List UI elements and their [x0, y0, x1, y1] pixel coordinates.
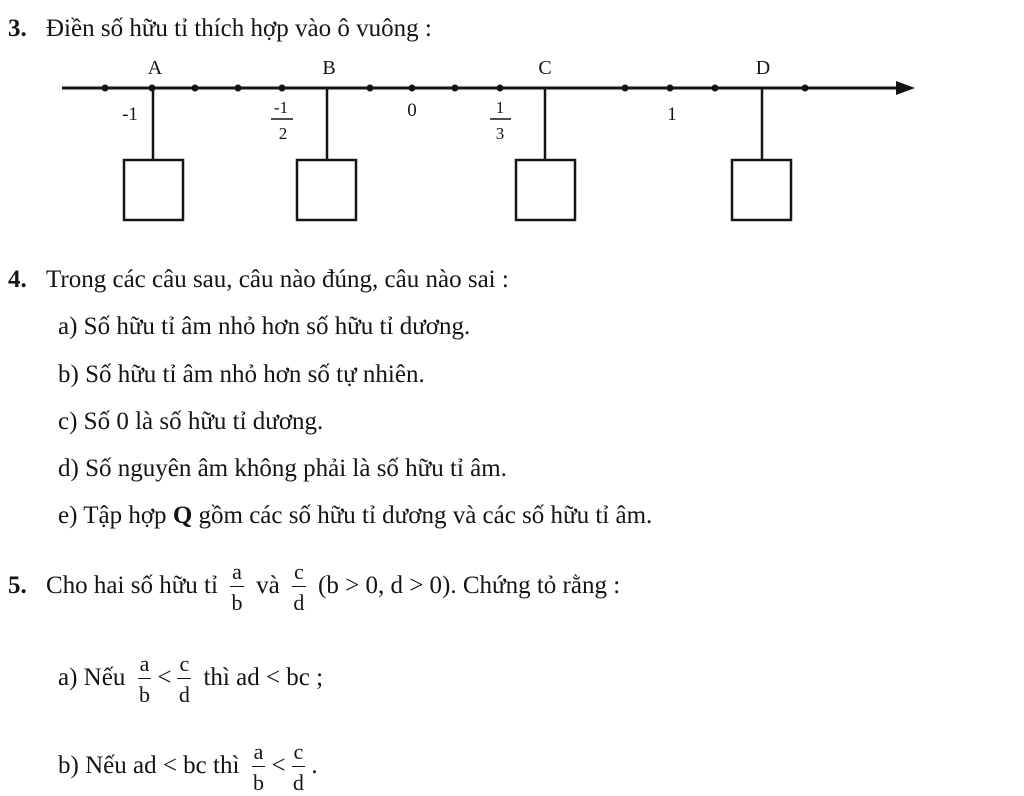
problem-3-heading [8, 14, 432, 44]
problem-3-number: 3. [8, 15, 27, 42]
point-label-c: C [538, 57, 552, 79]
problem-5-item-a-pre: a) Nếu [58, 664, 126, 691]
period: . [311, 752, 318, 779]
problem-4-text: Trong các câu sau, câu nào đúng, câu nào sai : [46, 266, 509, 293]
less-than-sign-2: < [271, 752, 286, 779]
fraction-a-over-b-2: $\frac{a}{b}$ [138, 650, 150, 707]
fraction-c-over-d-3: $\frac{c}{d}$ [292, 738, 304, 795]
problem-5-item-b [58, 736, 318, 796]
tick-label-minus-half-den: 2 [278, 124, 288, 143]
answer-box-c [516, 160, 575, 220]
problem-4-item-e-post: gồm các số hữu tỉ dương và các số hữu tỉ âm. [198, 502, 653, 529]
fraction-c-over-d-2: $\frac{c}{d}$ [178, 650, 190, 707]
problem-4-item-e-pre: e) Tập hợp [58, 502, 167, 529]
answer-box-b [297, 160, 356, 220]
point-label-b: B [322, 57, 336, 79]
problem-5-item-a [58, 648, 323, 708]
point-label-a: A [147, 57, 163, 79]
problem-5-item-a-post: thì ad < bc ; [203, 664, 324, 691]
problem-4-item-d: d) Số nguyên âm không phải là số hữu tỉ âm. [58, 455, 507, 482]
problem-5-text-post: (b > 0, d > 0). Chứng tỏ rằng : [318, 572, 621, 599]
fraction-a-over-b: $\frac{a}{b}$ [231, 558, 243, 615]
answer-box-a [124, 160, 183, 220]
problem-4-item-e [58, 501, 652, 531]
problem-4-heading [8, 265, 509, 295]
problem-4-item-c: c) Số 0 là số hữu tỉ dương. [58, 408, 324, 435]
point-label-d: D [755, 57, 771, 79]
problem-4-item-b: b) Số hữu tỉ âm nhỏ hơn số tự nhiên. [58, 361, 425, 388]
tick-label-zero: 0 [407, 100, 417, 121]
problem-4-number: 4. [8, 266, 27, 293]
fraction-c-over-d: $\frac{c}{d}$ [293, 558, 305, 615]
problem-5-text-pre: Cho hai số hữu tỉ [46, 572, 218, 599]
and-word: và [256, 572, 280, 599]
problem-5-number: 5. [8, 572, 27, 599]
number-line-arrow [896, 81, 915, 95]
tick-label-minus-one: -1 [122, 104, 138, 125]
tick-label-minus-half-num: -1 [273, 98, 289, 117]
less-than-sign: < [157, 664, 172, 691]
tick-label-one: 1 [667, 104, 677, 125]
tick-label-third-num: 1 [495, 98, 505, 117]
number-line-diagram [0, 50, 1024, 230]
fraction-a-over-b-3: $\frac{a}{b}$ [253, 738, 265, 795]
tick-label-third-den: 3 [495, 124, 505, 143]
answer-box-d [732, 160, 791, 220]
problem-5-item-b-pre: b) Nếu ad < bc thì [58, 752, 240, 779]
set-q-symbol: Q [172, 502, 193, 529]
problem-3-text: Điền số hữu tỉ thích hợp vào ô vuông : [46, 15, 432, 42]
problem-4-item-a: a) Số hữu tỉ âm nhỏ hơn số hữu tỉ dương. [58, 313, 471, 340]
problem-5-heading [8, 556, 620, 616]
